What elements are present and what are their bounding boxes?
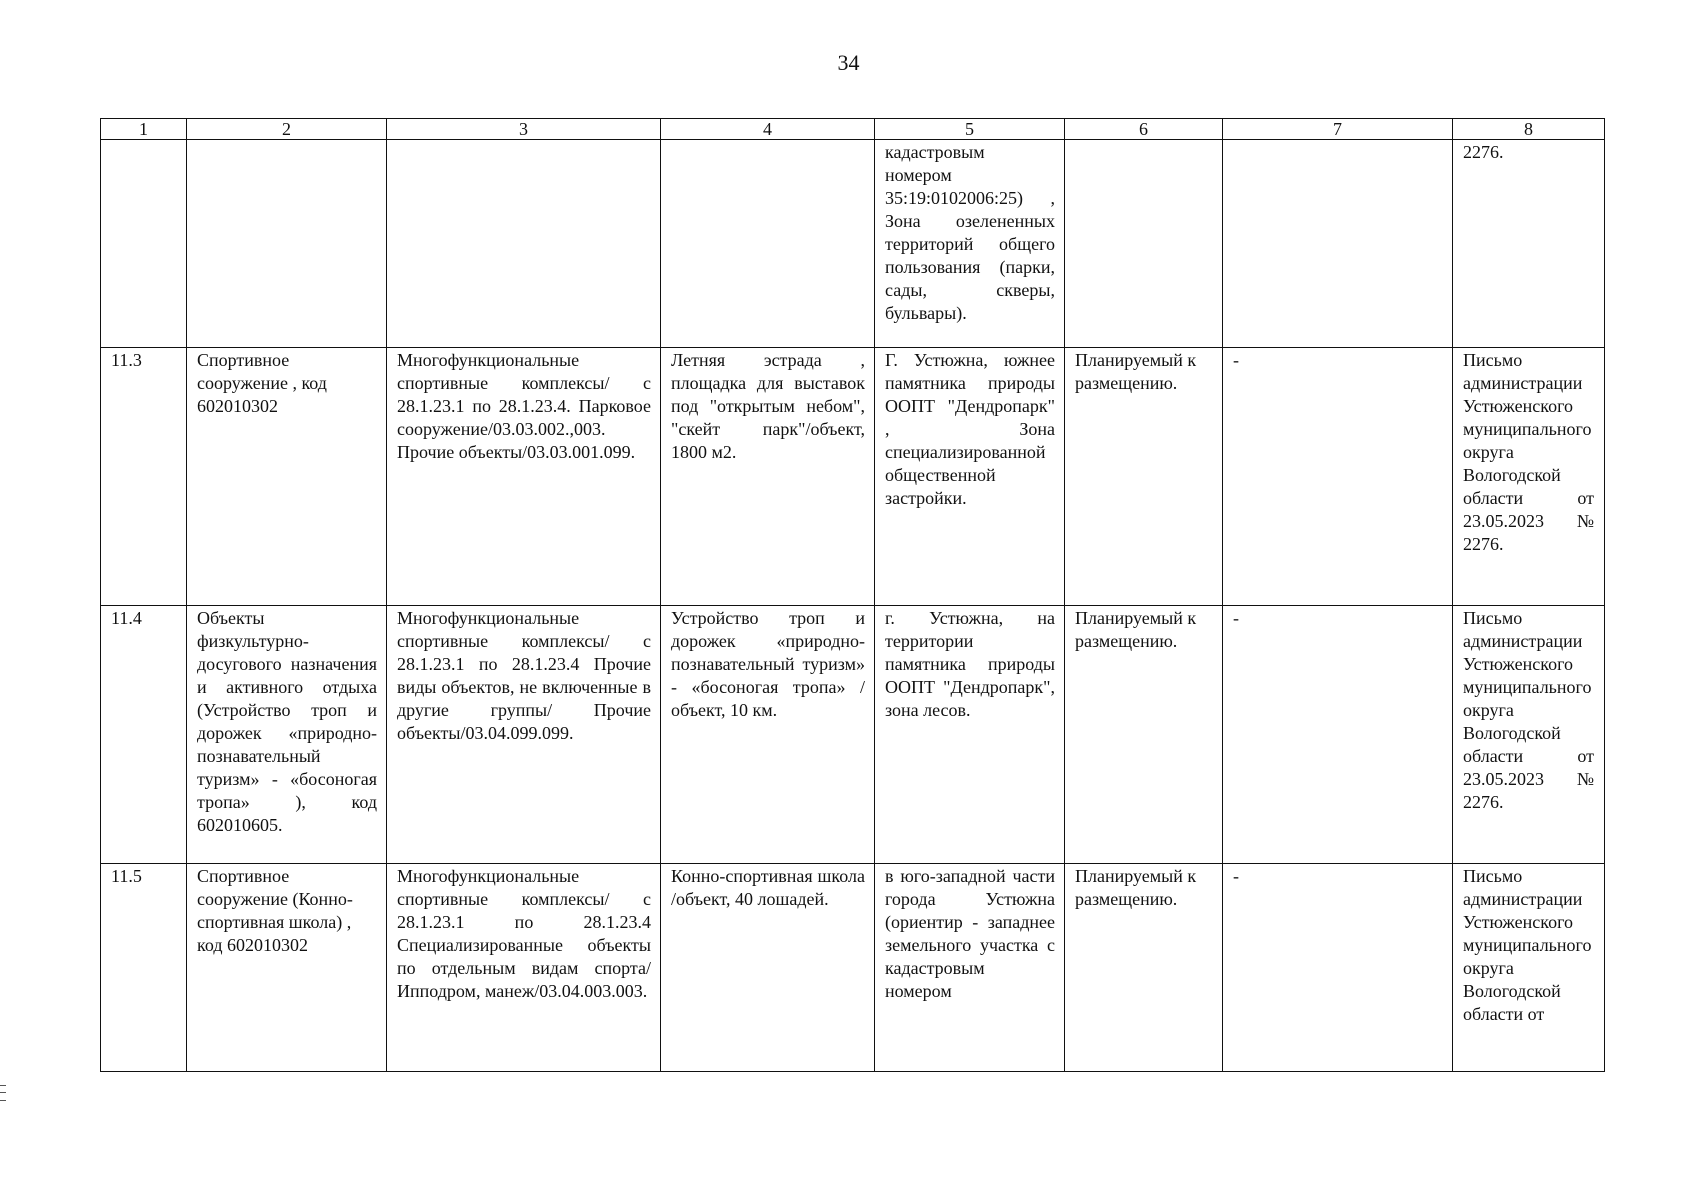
location-cell: кадастровым номером 35:19:0102006:25) , Зона озелененных территорий общего пользования (парки, сады, скверы, бульвары). [875, 140, 1065, 348]
table-row [101, 348, 1605, 606]
header-cell: 5 [875, 119, 1065, 140]
row-number-cell: 11.3 [101, 348, 187, 606]
page-number: 34 [837, 50, 860, 75]
row-number-cell: 11.5 [101, 864, 187, 1072]
row-number-cell [101, 140, 187, 348]
basis-cell: Письмо администрации Устюженского муниципального округа Вологодской области от [1453, 864, 1605, 1072]
characteristics-cell [661, 140, 875, 348]
status-cell [1065, 140, 1223, 348]
characteristics-cell: Летняя эстрада , площадка для выставок под "открытым небом", "скейт парк"/объект, 1800 м2. [661, 348, 875, 606]
object-name-cell: Спортивное сооружение (Конно-спортивная школа) , код 602010302 [187, 864, 387, 1072]
header-cell: 4 [661, 119, 875, 140]
header-cell: 1 [101, 119, 187, 140]
header-cell: 2 [187, 119, 387, 140]
location-cell: г. Устюжна, на территории памятника природы ООПТ "Дендропарк", зона лесов. [875, 606, 1065, 864]
basis-cell: 2276. [1453, 140, 1605, 348]
zone-cell: - [1223, 606, 1453, 864]
location-cell: в юго-западной части города Устюжна (ориентир - западнее земельного участка с кадастровым номером [875, 864, 1065, 1072]
document-table [100, 118, 1605, 1072]
object-type-cell: Многофункциональные спортивные комплексы/ с 28.1.23.1 по 28.1.23.4. Парковое сооружение/03.03.002.,003. Прочие объекты/03.03.001.099. [387, 348, 661, 606]
zone-cell [1223, 140, 1453, 348]
row-number-cell: 11.4 [101, 606, 187, 864]
zone-cell: - [1223, 864, 1453, 1072]
table-header-row [101, 119, 1605, 140]
table-row [101, 864, 1605, 1072]
scan-edge-mark [0, 1085, 6, 1101]
table-row [101, 606, 1605, 864]
basis-cell: Письмо администрации Устюженского муниципального округа Вологодской области от 23.05.2023 № 2276. [1453, 606, 1605, 864]
header-cell: 7 [1223, 119, 1453, 140]
header-cell: 3 [387, 119, 661, 140]
zone-cell: - [1223, 348, 1453, 606]
status-cell: Планируемый к размещению. [1065, 606, 1223, 864]
object-type-cell: Многофункциональные спортивные комплексы/ с 28.1.23.1 по 28.1.23.4 Прочие виды объектов, не включенные в другие группы/ Прочие объекты/03.04.099.099. [387, 606, 661, 864]
object-type-cell [387, 140, 661, 348]
characteristics-cell: Конно-спортивная школа /объект, 40 лошадей. [661, 864, 875, 1072]
header-cell: 8 [1453, 119, 1605, 140]
header-cell: 6 [1065, 119, 1223, 140]
status-cell: Планируемый к размещению. [1065, 864, 1223, 1072]
object-type-cell: Многофункциональные спортивные комплексы/ с 28.1.23.1 по 28.1.23.4 Специализированные объекты по отдельным видам спорта/ Ипподром, манеж/03.04.003.003. [387, 864, 661, 1072]
table-row [101, 140, 1605, 348]
status-cell: Планируемый к размещению. [1065, 348, 1223, 606]
location-cell: Г. Устюжна, южнее памятника природы ООПТ "Дендропарк" , Зона специализированной общественной застройки. [875, 348, 1065, 606]
basis-cell: Письмо администрации Устюженского муниципального округа Вологодской области от 23.05.2023 № 2276. [1453, 348, 1605, 606]
characteristics-cell: Устройство троп и дорожек «природно-познавательный туризм» - «босоногая тропа» /объект, 10 км. [661, 606, 875, 864]
object-name-cell [187, 140, 387, 348]
object-name-cell: Объекты физкультурно-досугового назначения и активного отдыха (Устройство троп и дорожек «природно-познавательный туризм» - «босоногая тропа» ), код 602010605. [187, 606, 387, 864]
object-name-cell: Спортивное сооружение , код 602010302 [187, 348, 387, 606]
